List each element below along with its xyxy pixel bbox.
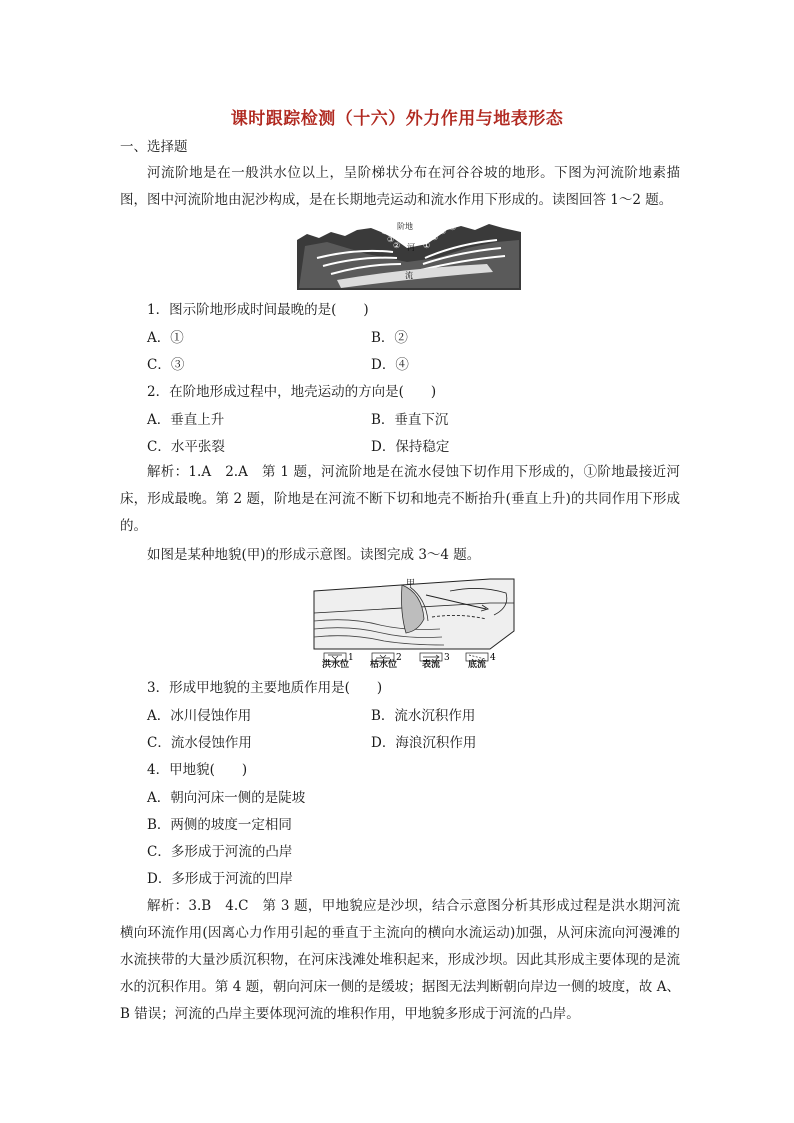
terrace-num-4-left: ④	[381, 227, 389, 236]
q2-option-d: D．保持稳定	[371, 439, 450, 455]
q2-option-a: A．垂直上升	[147, 412, 225, 428]
q1-option-b: B．②	[371, 330, 408, 346]
analysis-2: 解析：3.B 4.C 第 3 题，甲地貌应是沙坝，结合示意图分析其形成过程是洪水期河流横向环流作用(因离心力作用引起的垂直于主流向的横向水流运动)加强，从河床流向河漫滩的水流挟带的大量沙质沉积物，在河床浅滩处堆积起来，形成沙坝。因此其形成主要体现的是流水的沉积作用。第 4 题，朝向河床一侧的是缓坡；据图无法判断朝向岸边一侧的坡度，故 A、B 错误；河流的凸岸主要体现河流的堆积作用，甲地貌多形成于河流的凸岸。	[120, 898, 680, 1022]
q1-option-d: D．④	[371, 357, 409, 373]
q2-option-c: C．水平张裂	[147, 439, 225, 455]
q3-option-b: B．流水沉积作用	[371, 708, 476, 724]
legend-label-flood: 洪水位	[322, 660, 350, 670]
legend-label-surface: 表流	[422, 660, 441, 670]
legend-label-low: 枯水位	[370, 660, 398, 670]
sandbar-figure	[310, 573, 516, 671]
q4-option-a: A．朝向河床一侧的是陡坡	[147, 790, 306, 806]
river-label: 流	[405, 271, 413, 280]
legend-num-4: 4	[490, 653, 496, 663]
q4-option-c: C．多形成于河流的凸岸	[147, 844, 293, 860]
page-title: 课时跟踪检测（十六）外力作用与地表形态	[230, 109, 564, 129]
q3-option-d: D．海浪沉积作用	[371, 735, 477, 751]
legend-label-bottom: 底流	[468, 660, 487, 670]
q3-option-a: A．冰川侵蚀作用	[147, 708, 252, 724]
q3-option-c: C．流水侵蚀作用	[147, 735, 252, 751]
terrace-num-2-right: ②	[431, 233, 439, 242]
terrace-num-4-right: ④	[449, 223, 457, 232]
jia-label: 甲	[406, 579, 416, 589]
intro-paragraph-2: 如图是某种地貌(甲)的形成示意图。读图完成 3～4 题。	[147, 547, 481, 563]
terrace-label: 阶地	[397, 222, 413, 231]
legend-num-1: 1	[348, 653, 354, 663]
q1-option-a: A．①	[147, 330, 184, 346]
terrace-num-2-left: ②	[393, 241, 401, 250]
question-4-stem: 4．甲地貌( )	[147, 762, 248, 778]
question-2-stem: 2．在阶地形成过程中，地壳运动的方向是( )	[147, 384, 437, 400]
terrace-num-3-right: ③	[439, 227, 447, 236]
legend-num-2: 2	[396, 653, 402, 663]
question-1-stem: 1．图示阶地形成时间最晚的是( )	[147, 302, 369, 318]
legend-labels	[310, 657, 516, 671]
legend-num-3: 3	[444, 653, 450, 663]
terrace-figure	[297, 218, 521, 290]
q1-option-c: C．③	[147, 357, 185, 373]
question-3-stem: 3．形成甲地貌的主要地质作用是( )	[147, 680, 383, 696]
q2-option-b: B．垂直下沉	[371, 412, 449, 428]
riverbed-label: 河	[407, 243, 415, 252]
terrace-sketch	[297, 218, 521, 290]
q4-option-d: D．多形成于河流的凹岸	[147, 871, 293, 887]
analysis-1: 解析：1.A 2.A 第 1 题，河流阶地是在流水侵蚀下切作用下形成的，①阶地最接近河床，形成最晚。第 2 题，阶地是在河流不断下切和地壳不断抬升(垂直上升)的共同作用下形成的。	[120, 464, 680, 534]
q4-option-b: B．两侧的坡度一定相同	[147, 817, 292, 833]
terrace-num-1-right: ①	[423, 241, 431, 250]
intro-paragraph-1: 河流阶地是在一般洪水位以上，呈阶梯状分布在河谷谷坡的地形。下图为河流阶地素描图，图中河流阶地由泥沙构成，是在长期地壳运动和流水作用下形成的。读图回答 1～2 题。	[120, 165, 680, 208]
section-heading: 一、选择题	[120, 139, 188, 155]
terrace-num-3-left: ③	[387, 235, 395, 244]
